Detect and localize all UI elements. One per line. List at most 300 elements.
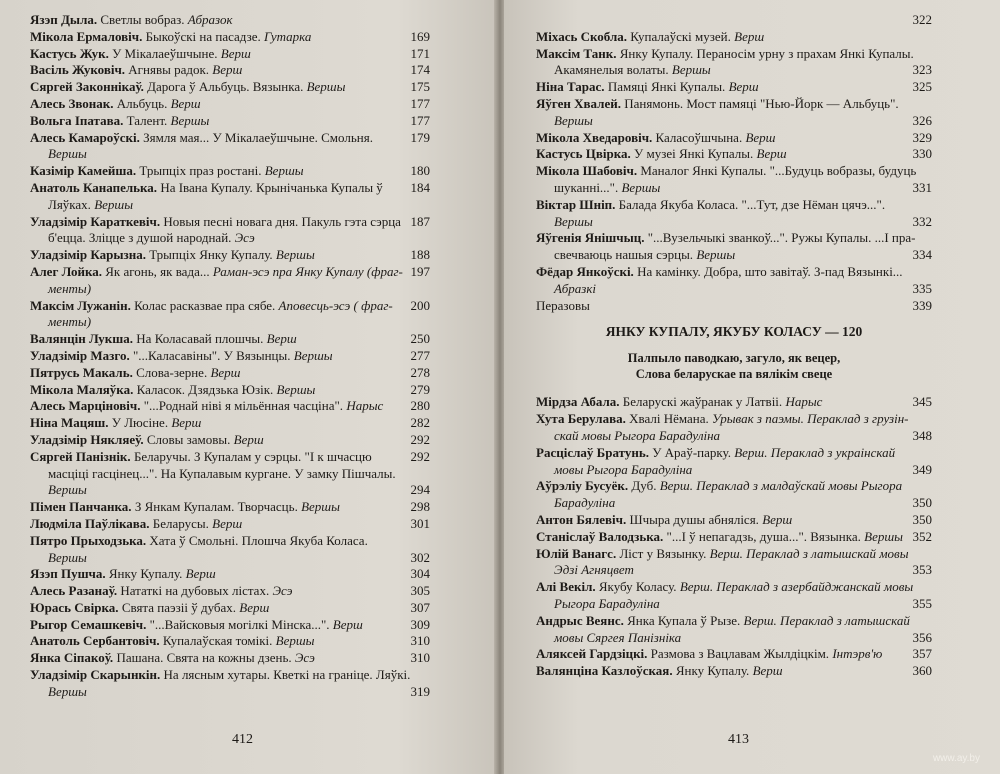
genre-label: Вершы: [275, 247, 315, 263]
toc-entry: [30, 146, 430, 163]
page-number-right: 413: [728, 732, 749, 747]
page-reference: 250: [410, 331, 430, 347]
author-name: Мікола Шабовіч.: [536, 163, 638, 179]
genre-label: Вершы: [696, 247, 736, 263]
page-reference: 326: [912, 112, 932, 128]
page-reference: 171: [410, 45, 430, 61]
page-reference: 184: [410, 179, 430, 195]
toc-entry: [30, 197, 430, 214]
genre-label: Вершы: [94, 196, 134, 212]
watermark: www.ay.by: [932, 753, 980, 764]
page-reference: 169: [410, 28, 430, 44]
genre-label: Гутарка: [263, 28, 312, 44]
work-title: Ліст у Вязынку.: [616, 545, 710, 561]
page-reference: 350: [912, 511, 932, 527]
toc-entry-text: [30, 12, 233, 27]
genre-label: менты): [48, 314, 92, 330]
toc-entry-text: [536, 113, 593, 128]
toc-entry: [536, 562, 932, 579]
toc-entry: [30, 650, 430, 667]
work-title: б'ецца. Зліцце з душой народнай.: [48, 230, 235, 246]
page-reference: 278: [410, 364, 430, 380]
toc-entry: [536, 96, 932, 113]
page-reference: 177: [410, 112, 430, 128]
author-name: Янка Сіпакоў.: [30, 650, 114, 666]
toc-entry: [30, 163, 430, 180]
toc-entry: [30, 298, 430, 315]
page-reference: 197: [410, 263, 430, 279]
toc-entry-text: [30, 331, 297, 346]
author-name: Аўрэліу Бусуёк.: [536, 478, 629, 494]
page-reference: 292: [410, 431, 430, 447]
toc-entry: [536, 197, 932, 214]
section-epigraph: [536, 350, 932, 382]
work-title: Слова-зерне.: [132, 364, 211, 380]
toc-entry: [536, 146, 932, 163]
toc-entry-text: [536, 562, 634, 577]
author-name: Анатоль Сербантовіч.: [30, 633, 160, 649]
genre-label: Эсэ: [234, 230, 255, 246]
toc-entry: [30, 516, 430, 533]
toc-entry-text: [30, 130, 373, 145]
toc-entry: [536, 630, 932, 647]
author-name: Кастусь Цвірка.: [536, 146, 631, 162]
toc-entry-text: [536, 62, 711, 77]
author-name: Пятрусь Макаль.: [30, 364, 133, 380]
toc-entry-text: [536, 630, 681, 645]
toc-entry-text: [30, 533, 368, 548]
toc-entry: [536, 394, 932, 411]
toc-entry-text: [536, 646, 882, 661]
toc-entry-text: [30, 449, 372, 464]
author-name: Андрыс Веянс.: [536, 612, 624, 628]
work-title: Новыя песні новага дня. Пакуль гэта сэрца: [160, 213, 401, 229]
toc-entry-text: [30, 298, 393, 313]
genre-label: Верш. Пераклад з азербайджанскай мовы: [679, 579, 914, 595]
work-title: Янку Купалу.: [105, 566, 186, 582]
genre-label: Верш. Пераклад з украінскай: [734, 444, 896, 460]
work-title: Светлы вобраз.: [97, 12, 188, 27]
author-name: Яўгенія Янішчыц.: [536, 230, 645, 246]
work-title: Шчыра душы абняліся.: [626, 511, 763, 527]
toc-entry-text: [30, 146, 87, 161]
toc-entry-text: [536, 29, 764, 44]
page-reference: 179: [410, 129, 430, 145]
toc-entry-text: [536, 12, 554, 27]
toc-block-top: [536, 12, 932, 314]
toc-entry: [30, 214, 430, 231]
page-reference: 357: [912, 646, 932, 662]
toc-entry-text: [30, 46, 251, 61]
toc-entry-text: [536, 163, 916, 178]
author-name: Яўген Хвалей.: [536, 95, 621, 111]
work-title: Балада Якуба Коласа. "...Тут, дзе Нёман цячэ...".: [615, 196, 886, 212]
toc-entry: [30, 113, 430, 130]
toc-entry: [30, 566, 430, 583]
author-name: Максім Лужанін.: [30, 297, 131, 313]
work-title: Дарога ў Альбуць. Вязынка.: [143, 79, 307, 95]
author-name: Мікола Маляўка.: [30, 381, 134, 397]
genre-label: Верш: [212, 515, 243, 531]
toc-entry-text: [30, 281, 91, 296]
toc-entry: [536, 495, 932, 512]
work-title: Нататкі на дубовых лістах.: [117, 583, 273, 599]
toc-entry-text: [30, 684, 87, 699]
page-reference: 356: [912, 629, 932, 645]
toc-entry: [30, 62, 430, 79]
work-title: З Янкам Купалам. Творчасць.: [131, 499, 302, 515]
page-reference: 310: [410, 650, 430, 666]
page-number-left: 412: [232, 732, 253, 747]
toc-entry: [30, 533, 430, 550]
toc-entry-text: [30, 583, 292, 598]
page-reference: 188: [410, 247, 430, 263]
work-title: Беларучы. З Купалам у сэрцы. "І к шчасцю: [130, 448, 372, 464]
genre-label: Вершы: [554, 112, 593, 128]
author-name: Алег Лойка.: [30, 263, 103, 279]
genre-label: Аповесць-эсэ ( фраг-: [278, 297, 393, 313]
work-title: Беларускі жаўранак у Латвіі.: [619, 394, 786, 410]
genre-label: Верш: [171, 415, 202, 431]
page-reference: 325: [912, 79, 932, 95]
toc-entry-text: [536, 79, 759, 94]
page-reference: 355: [912, 595, 932, 611]
genre-label: Верш: [762, 511, 793, 527]
toc-entry-text: [30, 348, 333, 363]
page-reference: 294: [410, 482, 430, 498]
toc-entry-text: [30, 382, 315, 397]
toc-entry-text: [30, 432, 264, 447]
author-name: Казімір Камейша.: [30, 163, 137, 179]
author-name: Рыгор Семашкевіч.: [30, 616, 147, 632]
work-title: Маналог Янкі Купалы. "...Будуць вобразы, будуць: [637, 163, 917, 179]
work-title: Каласоўшчына.: [652, 129, 746, 145]
genre-label: Вершы: [48, 683, 87, 699]
genre-label: Вершы: [48, 549, 87, 565]
toc-entry: [536, 663, 932, 680]
toc-entry: [536, 113, 932, 130]
toc-entry: [30, 29, 430, 46]
author-name: Фёдар Янкоўскі.: [536, 263, 634, 279]
section-title: ЯНКУ КУПАЛУ, ЯКУБУ КОЛАСУ — 120: [605, 324, 863, 340]
page-reference: 280: [410, 398, 430, 414]
author-name: Мірдза Абала.: [536, 394, 620, 410]
genre-label: Верш: [266, 331, 297, 347]
work-title: Як агонь, як вада...: [102, 263, 213, 279]
work-title: На Івана Купалу. Крынічанька Купалы ў: [157, 179, 383, 195]
page-reference: 352: [912, 528, 932, 544]
toc-entry-text: [536, 478, 902, 493]
genre-label: Верш. Пераклад з латышскай: [743, 612, 910, 628]
work-title: Памяці Янкі Купалы.: [604, 79, 729, 95]
author-name: Алесь Камароўскі.: [30, 129, 140, 145]
genre-label: Вершы: [48, 146, 87, 162]
genre-label: Верш: [220, 45, 251, 61]
author-name: Пятро Прыходзька.: [30, 532, 147, 548]
page-reference: 332: [912, 213, 932, 229]
toc-entry: [30, 449, 430, 466]
toc-entry-text: [30, 466, 396, 481]
author-name: Расціслаў Братунь.: [536, 444, 649, 460]
genre-label: Вершы: [276, 381, 316, 397]
toc-entry: [30, 46, 430, 63]
left-page: [0, 0, 496, 774]
toc-entry: [536, 79, 932, 96]
work-title: У Люсіне.: [108, 415, 172, 431]
page-reference: 174: [410, 62, 430, 78]
toc-entry-text: [536, 281, 596, 296]
page-reference: 180: [410, 163, 430, 179]
genre-label: Вершы: [864, 528, 903, 544]
author-name: Мікола Ермаловіч.: [30, 28, 143, 44]
toc-entry: [536, 46, 932, 63]
work-title: Дуб.: [628, 478, 660, 494]
genre-label: Абразкі: [554, 280, 597, 296]
toc-entry: [536, 12, 932, 29]
page-reference: 309: [410, 616, 430, 632]
genre-label: Верш: [728, 79, 759, 95]
work-title: шуканні...".: [554, 179, 622, 195]
toc-entry: [30, 550, 430, 567]
genre-label: скай мовы Рыгора Барадуліна: [554, 427, 721, 443]
work-title: Словы замовы.: [143, 431, 234, 447]
genre-label: Вершы: [306, 79, 346, 95]
work-title: Пашана. Свята на кожны дзень.: [113, 650, 295, 666]
toc-entry: [30, 365, 430, 382]
author-name: Алесь Звонак.: [30, 95, 114, 111]
toc-entry-text: [536, 546, 909, 561]
toc-entry-text: [30, 415, 201, 430]
work-title: Пеpазовы: [536, 297, 590, 313]
toc-entry: [536, 180, 932, 197]
toc-entry-text: [536, 613, 910, 628]
genre-label: Эдзі Агняцвет: [554, 562, 634, 578]
toc-block-bottom: [536, 394, 932, 680]
work-title: "...І ў непагадзь, душа...". Вязынка.: [663, 528, 865, 544]
genre-label: Раман-эсэ пра Янку Купалу (фраг-: [212, 263, 403, 279]
toc-entry: [30, 684, 430, 701]
genre-label: Верш: [233, 431, 264, 447]
page-reference: 298: [410, 499, 430, 515]
toc-entry-text: [536, 394, 822, 409]
author-name: Сяргей Законнікаў.: [30, 79, 144, 95]
work-title: Янка Купала ў Рызе.: [623, 612, 744, 628]
work-title: "...Вузельчыкі званкоў...". Ружы Купалы. ...І пра-: [644, 230, 916, 246]
page-reference: 187: [410, 213, 430, 229]
toc-entry-text: [536, 230, 915, 245]
toc-entry: [536, 214, 932, 231]
genre-label: Інтэрв'ю: [832, 646, 883, 662]
author-name: Ніна Тарас.: [536, 79, 605, 95]
toc-entry: [30, 667, 430, 684]
genre-label: Верш: [734, 28, 765, 44]
toc-entry-text: [30, 264, 403, 279]
genre-label: Верш: [756, 146, 787, 162]
toc-entry: [30, 617, 430, 634]
author-name: Юрась Свірка.: [30, 599, 119, 615]
toc-entry-text: [536, 663, 783, 678]
page-reference: 360: [912, 663, 932, 679]
toc-entry-text: [30, 96, 201, 111]
toc-entry: [536, 646, 932, 663]
work-title: Якубу Коласу.: [595, 579, 680, 595]
toc-entry-text: [30, 667, 410, 682]
epigraph-line: Слова беларускае па вялікім свеце: [635, 367, 833, 382]
genre-label: Верш. Пераклад з малдаўскай мовы Рыгора: [659, 478, 903, 494]
epigraph-line: Палпыло паводкаю, загуло, як вецер,: [627, 351, 841, 366]
toc-entry: [536, 29, 932, 46]
work-title: Хата ў Смольні. Плошча Якуба Коласа.: [146, 532, 368, 548]
toc-entry-text: [536, 214, 593, 229]
toc-entry: [30, 314, 430, 331]
page-reference: 282: [410, 415, 430, 431]
author-name: Язэп Дыла.: [30, 12, 98, 27]
author-name: Хута Берулава.: [536, 411, 626, 427]
work-title: У Мікалаеўшчыне.: [108, 45, 221, 61]
author-name: Віктар Шніп.: [536, 196, 616, 212]
author-name: Станіслаў Валодзька.: [536, 528, 664, 544]
toc-entry-text: [30, 600, 269, 615]
toc-entry-text: [30, 516, 242, 531]
author-name: Уладзімір Мазго.: [30, 347, 130, 363]
genre-label: Верш: [185, 566, 216, 582]
page-reference: 322: [912, 12, 932, 27]
page-reference: 292: [410, 448, 430, 464]
toc-entry-text: [30, 230, 255, 245]
toc-entry: [536, 298, 932, 315]
genre-label: Верш: [170, 95, 201, 111]
author-name: Уладзімір Някляеў.: [30, 431, 144, 447]
genre-label: Верш: [239, 599, 270, 615]
genre-label: Вершы: [275, 633, 315, 649]
toc-entry: [30, 415, 430, 432]
toc-entry: [30, 499, 430, 516]
genre-label: Вершы: [264, 163, 304, 179]
page-reference: 310: [410, 633, 430, 649]
toc-entry-text: [536, 197, 885, 212]
author-name: Анатоль Канапелька.: [30, 179, 158, 195]
toc-entry: [536, 247, 932, 264]
work-title: масціці гасцінец...". На Купалавым кургане. У замку Пішчалы.: [48, 465, 396, 481]
toc-entry: [536, 596, 932, 613]
author-name: Язэп Пушча.: [30, 566, 106, 582]
work-title: На Коласавай плошчы.: [133, 331, 267, 347]
work-title: У Араў-парку.: [648, 444, 735, 460]
work-title: На камінку. Добра, што завітаў. З-пад Вязынкі...: [633, 263, 903, 279]
work-title: "...Вайсковыя могілкі Мінска...".: [146, 616, 333, 632]
toc-entry-text: [30, 482, 87, 497]
author-name: Юлій Ванагс.: [536, 545, 617, 561]
work-title: Трыпціх Янку Купалу.: [145, 247, 276, 263]
toc-entry-text: [30, 79, 345, 94]
toc-entry: [536, 411, 932, 428]
work-title: Каласок. Дзядзька Юзік.: [133, 381, 277, 397]
right-page: [504, 0, 1000, 774]
toc-entry-text: [536, 96, 899, 111]
toc-entry: [30, 348, 430, 365]
toc-entry: [30, 382, 430, 399]
toc-entry-text: [30, 365, 240, 380]
toc-entry-text: [536, 445, 895, 460]
toc-entry: [536, 62, 932, 79]
work-title: Талент.: [123, 112, 171, 128]
toc-entry: [30, 281, 430, 298]
toc-entry-text: [30, 499, 340, 514]
work-title: "...Роднай ніві я мільённая часціна".: [140, 398, 347, 414]
toc-entry: [536, 281, 932, 298]
work-title: Акамянелыя волаты.: [554, 62, 672, 78]
toc-entry-text: [30, 29, 311, 44]
author-name: Міхась Скобла.: [536, 28, 628, 44]
genre-label: Эсэ: [294, 650, 315, 666]
genre-label: Верш: [210, 364, 241, 380]
toc-entry: [30, 247, 430, 264]
page-reference: 305: [410, 583, 430, 599]
author-name: Ніна Мацяш.: [30, 415, 109, 431]
toc-entry: [536, 529, 932, 546]
work-title: Хвалі Нёмана.: [625, 411, 712, 427]
toc-entry: [30, 633, 430, 650]
author-name: Алі Векіл.: [536, 579, 596, 595]
work-title: Зямля мая... У Мікалаеўшчыне. Смольня.: [139, 129, 373, 145]
work-title: Янку Купалу.: [672, 663, 753, 679]
toc-entry-text: [30, 62, 242, 77]
toc-entry-text: [30, 197, 133, 212]
toc-entry: [30, 230, 430, 247]
toc-entry-text: [536, 579, 913, 594]
right-table-of-contents: [504, 12, 932, 680]
page-reference: 279: [410, 381, 430, 397]
toc-entry: [30, 398, 430, 415]
toc-entry: [536, 462, 932, 479]
page-reference: 302: [410, 549, 430, 565]
author-name: Людміла Паўлікава.: [30, 515, 150, 531]
toc-entry: [30, 180, 430, 197]
work-title: Быкоўскі на пасадзе.: [142, 28, 264, 44]
toc-entry-text: [536, 247, 735, 262]
toc-entry-text: [30, 113, 209, 128]
genre-label: Абразок: [187, 12, 233, 27]
toc-entry-text: [536, 596, 660, 611]
page-reference: 307: [410, 599, 430, 615]
page-reference: 348: [912, 427, 932, 443]
toc-entry-text: [536, 298, 590, 313]
toc-entry: [536, 579, 932, 596]
author-name: Сяргей Панізнік.: [30, 448, 131, 464]
page-reference: 330: [912, 146, 932, 162]
author-name: Васіль Жуковіч.: [30, 62, 126, 78]
work-title: Агнявы радок.: [125, 62, 213, 78]
page-reference: 334: [912, 247, 932, 263]
genre-label: Вершы: [301, 499, 340, 515]
page-reference: 319: [410, 683, 430, 699]
genre-label: Нарыс: [785, 394, 823, 410]
toc-entry: [536, 478, 932, 495]
author-name: Уладзімір Скарынкін.: [30, 667, 161, 683]
author-name: Антон Бялевіч.: [536, 511, 627, 527]
work-title: свечваюць нашыя сэрцы.: [554, 247, 697, 263]
toc-entry: [536, 264, 932, 281]
toc-entry-text: [30, 247, 315, 262]
toc-entry: [536, 546, 932, 563]
author-name: Аляксей Гардзіцкі.: [536, 646, 648, 662]
toc-entry: [30, 264, 430, 281]
author-name: Вольга Іпатава.: [30, 112, 124, 128]
work-title: Беларусы.: [149, 515, 213, 531]
work-title: Купалаўскі музей.: [627, 28, 735, 44]
page-reference: 350: [912, 495, 932, 511]
author-name: Алесь Марціновіч.: [30, 398, 141, 414]
